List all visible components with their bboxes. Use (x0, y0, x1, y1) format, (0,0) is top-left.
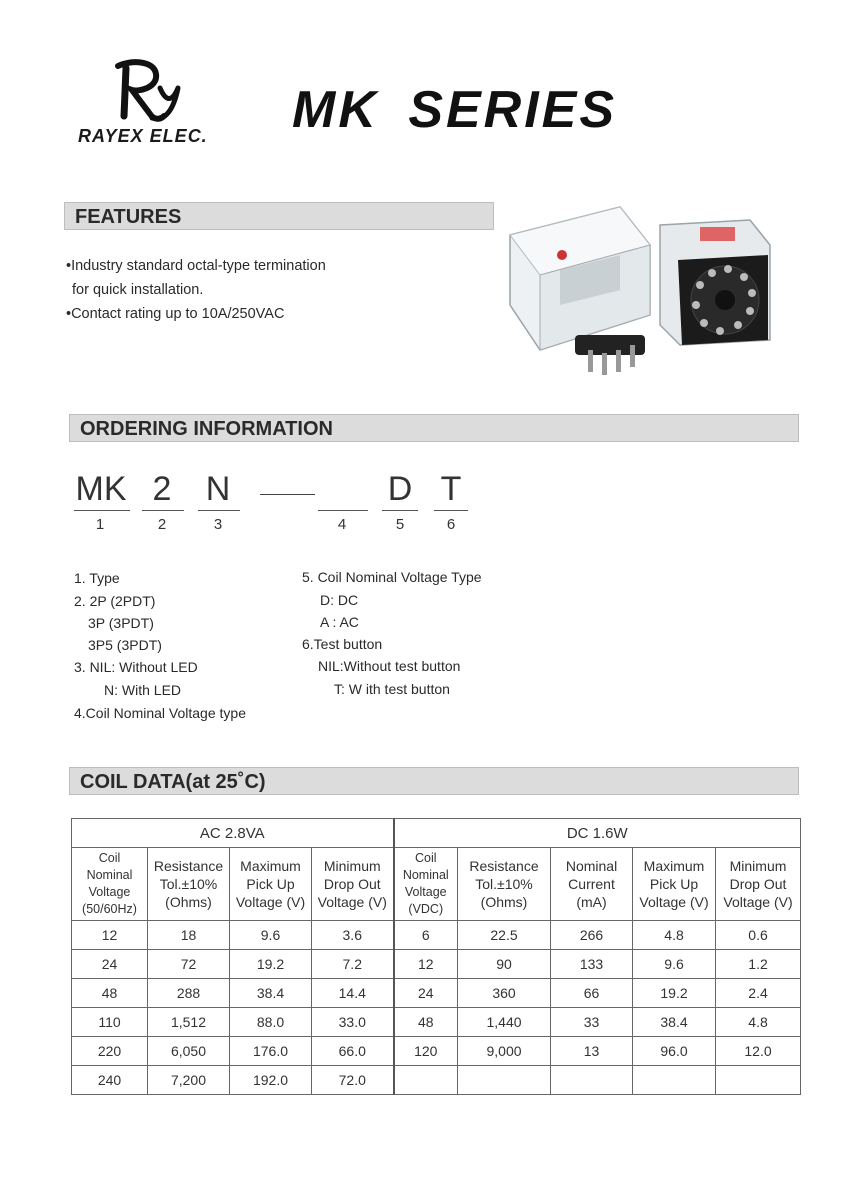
code-underline (434, 510, 468, 511)
legend-item: 4.Coil Nominal Voltage type (74, 705, 246, 721)
table-cell (394, 1066, 458, 1095)
table-cell: 7,200 (148, 1066, 230, 1095)
legend-item: N: With LED (104, 682, 182, 698)
table-cell: 14.4 (312, 979, 394, 1008)
table-cell: 240 (72, 1066, 148, 1095)
code-number: 1 (95, 516, 105, 533)
table-cell: 33 (551, 1008, 633, 1037)
table-cell: 24 (72, 950, 148, 979)
column-header: Maximum Pick Up Voltage (V) (230, 848, 312, 921)
table-cell: 38.4 (633, 1008, 716, 1037)
code-underline (318, 510, 368, 511)
table-cell: 19.2 (230, 950, 312, 979)
legend-item: 3. NIL: Without LED (74, 659, 198, 675)
coil-data-table (71, 818, 801, 1095)
code-number: 6 (446, 516, 456, 533)
features-heading: FEATURES (64, 202, 494, 230)
feature-line: •Industry standard octal-type termination (66, 258, 326, 274)
table-cell: 4.8 (633, 921, 716, 950)
table-cell: 33.0 (312, 1008, 394, 1037)
column-header: Nominal Current (mA) (551, 848, 633, 921)
table-cell (716, 1066, 801, 1095)
table-cell: 0.6 (716, 921, 801, 950)
table-row (72, 979, 801, 1008)
feature-line: for quick installation. (72, 282, 204, 298)
table-cell: 48 (72, 979, 148, 1008)
table-cell: 12 (394, 950, 458, 979)
relay-product-image (500, 205, 780, 380)
table-cell: 288 (148, 979, 230, 1008)
legend-item: D: DC (320, 592, 359, 608)
page-title: MK SERIES (292, 81, 618, 139)
table-cell: 120 (394, 1037, 458, 1066)
table-cell: 176.0 (230, 1037, 312, 1066)
table-cell: 24 (394, 979, 458, 1008)
legend-item: T: W ith test button (334, 681, 450, 697)
code-number: 2 (157, 516, 167, 533)
legend-item: 5. Coil Nominal Voltage Type (302, 569, 482, 585)
table-cell: 9.6 (230, 921, 312, 950)
table-cell: 133 (551, 950, 633, 979)
dc-group-header: DC 1.6W (394, 819, 801, 848)
code-underline (382, 510, 418, 511)
table-cell: 38.4 (230, 979, 312, 1008)
column-header: Resistance Tol.±10% (Ohms) (458, 848, 551, 921)
table-cell: 18 (148, 921, 230, 950)
legend-item: 1. Type (74, 570, 120, 586)
table-cell: 7.2 (312, 950, 394, 979)
table-cell: 19.2 (633, 979, 716, 1008)
code-voltage-type: D (387, 470, 413, 508)
column-header: Coil Nominal Voltage (VDC) (394, 848, 458, 921)
table-cell: 1,440 (458, 1008, 551, 1037)
legend-item: NIL:Without test button (318, 658, 461, 674)
table-cell: 12.0 (716, 1037, 801, 1066)
column-header: Minimum Drop Out Voltage (V) (716, 848, 801, 921)
table-cell: 3.6 (312, 921, 394, 950)
code-dash (260, 494, 315, 495)
legend-item: A : AC (320, 614, 359, 630)
table-row (72, 1066, 801, 1095)
table-cell: 6,050 (148, 1037, 230, 1066)
code-underline (198, 510, 240, 511)
code-number: 5 (395, 516, 405, 533)
table-cell: 72.0 (312, 1066, 394, 1095)
column-header: Coil Nominal Voltage (50/60Hz) (72, 848, 148, 921)
table-row (72, 1037, 801, 1066)
table-cell: 66.0 (312, 1037, 394, 1066)
table-row (72, 921, 801, 950)
code-poles: 2 (152, 470, 172, 508)
column-header: Resistance Tol.±10% (Ohms) (148, 848, 230, 921)
company-name: RAYEX ELEC. (78, 126, 208, 146)
company-logo (70, 58, 240, 150)
table-cell: 1.2 (716, 950, 801, 979)
table-cell: 266 (551, 921, 633, 950)
table-cell: 6 (394, 921, 458, 950)
ac-group-header: AC 2.8VA (72, 819, 394, 848)
ry-logo-mark (110, 58, 190, 124)
table-cell: 72 (148, 950, 230, 979)
table-cell (458, 1066, 551, 1095)
table-cell: 90 (458, 950, 551, 979)
table-cell: 48 (394, 1008, 458, 1037)
table-cell (633, 1066, 716, 1095)
table-cell: 360 (458, 979, 551, 1008)
table-cell: 88.0 (230, 1008, 312, 1037)
legend-item: 3P5 (3PDT) (88, 637, 162, 653)
table-cell: 110 (72, 1008, 148, 1037)
table-cell: 1,512 (148, 1008, 230, 1037)
table-cell: 9,000 (458, 1037, 551, 1066)
feature-line: •Contact rating up to 10A/250VAC (66, 306, 285, 322)
table-cell: 66 (551, 979, 633, 1008)
table-cell: 9.6 (633, 950, 716, 979)
table-cell: 2.4 (716, 979, 801, 1008)
table-cell: 12 (72, 921, 148, 950)
code-type: MK (75, 470, 127, 508)
code-number: 4 (337, 516, 347, 533)
table-cell: 13 (551, 1037, 633, 1066)
code-underline (74, 510, 130, 511)
legend-item: 3P (3PDT) (88, 615, 154, 631)
coil-data-heading: COIL DATA(at 25˚C) (69, 767, 799, 795)
code-underline (142, 510, 184, 511)
column-header: Maximum Pick Up Voltage (V) (633, 848, 716, 921)
column-header: Minimum Drop Out Voltage (V) (312, 848, 394, 921)
code-led: N (205, 470, 231, 508)
table-cell: 22.5 (458, 921, 551, 950)
table-cell: 192.0 (230, 1066, 312, 1095)
table-cell: 96.0 (633, 1037, 716, 1066)
legend-item: 6.Test button (302, 636, 383, 652)
table-row (72, 950, 801, 979)
ordering-heading: ORDERING INFORMATION (69, 414, 799, 442)
legend-item: 2. 2P (2PDT) (74, 593, 156, 609)
table-row (72, 1008, 801, 1037)
table-cell (551, 1066, 633, 1095)
code-test-button: T (440, 470, 462, 508)
table-cell: 220 (72, 1037, 148, 1066)
table-cell: 4.8 (716, 1008, 801, 1037)
code-number: 3 (213, 516, 223, 533)
